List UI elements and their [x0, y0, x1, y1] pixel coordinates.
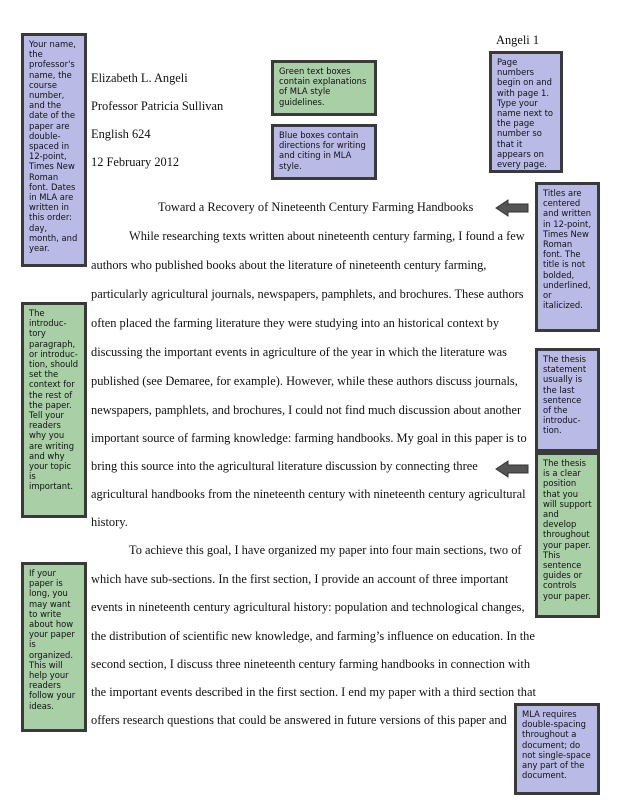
note-page-numbers: Page numbers begin on and with page 1. Type your name next to the page number so that it appears on every page. [489, 51, 563, 173]
body-line: published (see Demaree, for example). However, while these authors discuss journals, [91, 374, 518, 388]
body-line: particularly agricultural journals, newspapers, pamphlets, and brochures. These authors [91, 287, 524, 301]
body-line: discussing the important events in agriculture of the year in which the literature was [91, 345, 507, 359]
body-line: important source of farming knowledge: farming handbooks. My goal in this paper is to [91, 431, 527, 445]
body-line: bring this source into the agricultural literature discussion by connecting three [91, 459, 478, 473]
body-line: which have sub-sections. In the first section, I provide an account of three important [91, 572, 509, 586]
note-name-info: Your name, the professor's name, the course number, and the date of the paper are double-spaced in 12-point, Times New Roman font. Dates in MLA are written in this order: day, month, and year. [21, 33, 87, 267]
note-thesis-position: The thesis statement usually is the last sentence of the introduc-tion. [535, 348, 600, 452]
heading-professor: Professor Patricia Sullivan [91, 99, 224, 113]
note-double-spacing: MLA requires double-spacing throughout a document; do not single-space any part of the document. [514, 703, 600, 795]
body-line: authors who published books about the literature of nineteenth century farming, [91, 258, 487, 272]
arrow-left-icon [495, 199, 529, 217]
heading-author: Elizabeth L. Angeli [91, 71, 188, 85]
body-line: the important events described in the first section. I end my paper with a third section that [91, 685, 536, 699]
note-intro-paragraph: The introduc-tory paragraph, or introduc-tion, should set the context for the rest of the paper. Tell your readers why you are writing and why your topic is important. [21, 302, 87, 518]
paper-title: Toward a Recovery of Nineteenth Century Farming Handbooks [158, 200, 474, 214]
note-long-paper: If your paper is long, you may want to write about how your paper is organized. This will help your readers follow your ideas. [21, 562, 87, 732]
body-line: offers research questions that could be answered in future versions of this paper and [91, 713, 507, 727]
body-line: history. [91, 515, 128, 529]
note-thesis-clear: The thesis is a clear position that you will support and develop throughout your paper. This sentence guides or controls your paper. [535, 452, 600, 618]
body-line: To achieve this goal, I have organized my paper into four main sections, two of [129, 543, 522, 557]
body-line: events in nineteenth century agricultural history: population and technological changes, [91, 600, 525, 614]
body-line: the distribution of scientific new knowledge, and farming’s influence on education. In the [91, 629, 535, 643]
body-line: While researching texts written about nineteenth century farming, I found a few [129, 229, 525, 243]
heading-course: English 624 [91, 127, 151, 141]
body-line: second section, I discuss three nineteenth century farming handbooks in connection with [91, 657, 531, 671]
arrow-left-icon [495, 460, 529, 478]
body-line: agricultural handbooks from the nineteenth century with nineteenth century agricultural [91, 487, 526, 501]
body-line: often placed the farming literature they were studying into an historical context by [91, 316, 500, 330]
note-blue-explain: Blue boxes contain directions for writing and citing in MLA style. [271, 124, 377, 180]
note-green-explain: Green text boxes contain explanations of MLA style guidelines. [271, 60, 377, 116]
body-line: newspapers, pamphlets, and brochures, I could not find much discussion about another [91, 403, 522, 417]
note-titles: Titles are centered and written in 12-point, Times New Roman font. The title is not bolded, underlined, or italicized. [535, 182, 600, 332]
heading-date: 12 February 2012 [91, 155, 180, 169]
page-number-header: Angeli 1 [496, 33, 540, 47]
